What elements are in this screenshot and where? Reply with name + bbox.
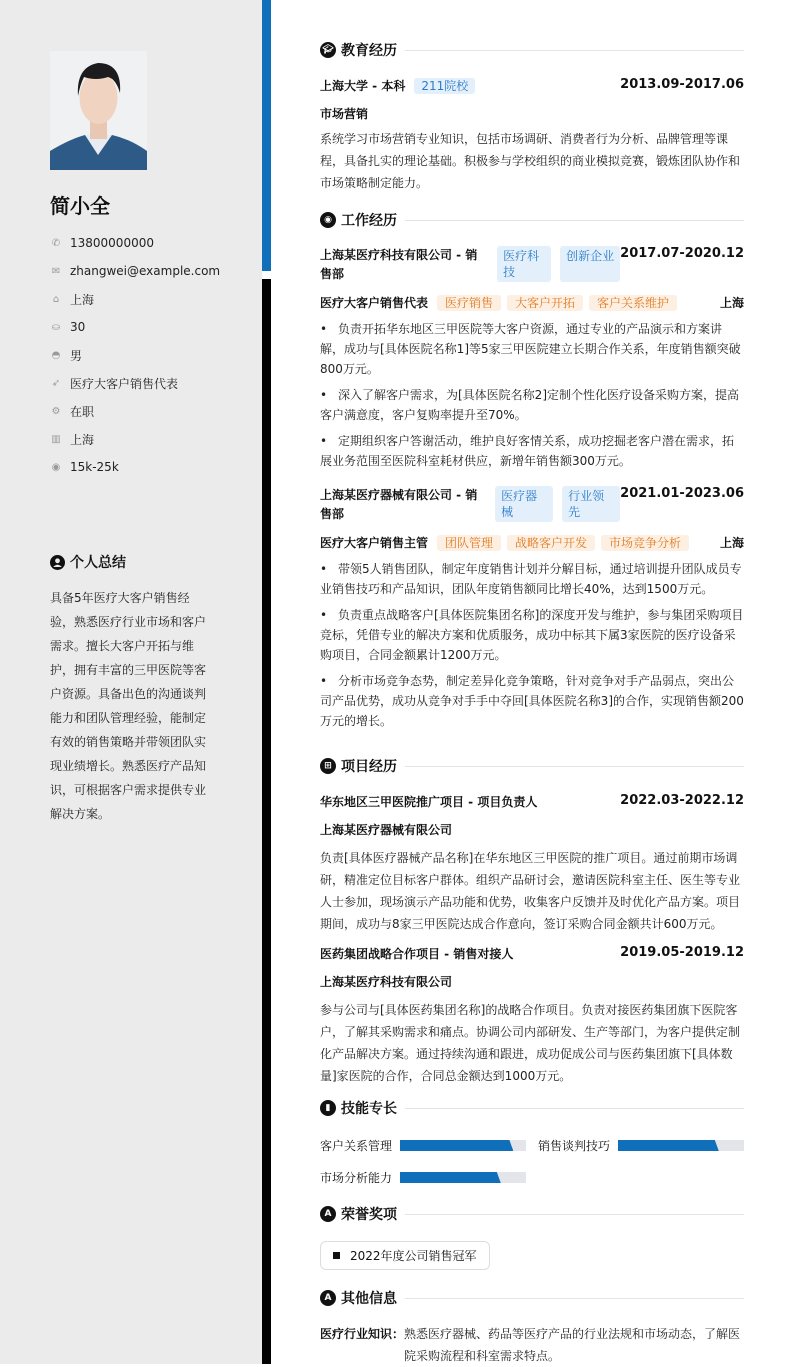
info-age: ⛀ 30 [51, 320, 86, 334]
company-tag: 行业领先 [562, 486, 620, 522]
section-other: A 其他信息 [320, 1288, 744, 1308]
company-tag: 医疗器械 [495, 486, 553, 522]
info-location: ⌂ 上海 [50, 285, 250, 313]
skill-fill [400, 1140, 513, 1151]
skill-tag: 市场竞争分析 [601, 535, 689, 551]
skill-item: 销售谈判技巧 [538, 1137, 744, 1154]
skill-bar [400, 1140, 526, 1151]
cake-icon: ⛀ [51, 321, 61, 333]
skill-tag: 医疗销售 [437, 295, 501, 311]
job-location: 上海 [719, 296, 744, 310]
school-name: 上海大学 - 本科 [320, 79, 406, 93]
salary-icon: ◉ [51, 461, 61, 473]
award-badge: 2022年度公司销售冠军 [320, 1241, 490, 1270]
list-item: • 定期组织客户答谢活动，维护良好客情关系，成功挖掘老客户潜在需求，拓展业务范围至医院科室耗材供应，新增年销售额300万元。 [320, 434, 735, 468]
mail-icon: ✉ [51, 265, 61, 277]
phone-icon: ✆ [51, 237, 61, 249]
skill-bar [618, 1140, 744, 1151]
education-major: 市场营销 [320, 107, 369, 121]
avatar [50, 51, 147, 170]
list-item: • 带领5人销售团队，制定年度销售计划并分解目标，通过培训提升团队成员专业销售技巧和产品知识，团队年度销售额同比增长40%，达到1500万元。 [320, 562, 742, 596]
list-item: • 深入了解客户需求，为[具体医院名称2]定制个性化医疗设备采购方案，提高客户满意度，客户复购率提升至70%。 [320, 388, 740, 422]
skill-tag: 团队管理 [437, 535, 501, 551]
section-work: ◉ 工作经历 [320, 210, 744, 230]
list-item: • 负责重点战略客户[具体医院集团名称]的深度开发与维护，参与集团采购项目竞标，凭借专业的解决方案和优质服务，成功中标其下属3家医院的医疗设备采购项目，合同金额累计1200万元。 [320, 608, 744, 662]
list-item: • 分析市场竞争态势，制定差异化竞争策略，针对竞争对手产品弱点，突出公司产品优势，成功从竞争对手手中夺回[具体医院名称3]的合作，实现销售额200万元的增长。 [320, 674, 744, 728]
job-location: 上海 [719, 536, 744, 550]
job-entry [320, 486, 744, 737]
education-desc: 系统学习市场营销专业知识，包括市场调研、消费者行为分析、品牌管理等课程，具备扎实的理论基础。积极参与学校组织的商业模拟竞赛，锻炼团队协作和市场策略制定能力。 [320, 132, 741, 190]
section-divider [405, 766, 744, 767]
job-entry [320, 246, 744, 477]
company-tag: 医疗科技 [497, 246, 551, 282]
summary-heading: 个人总结 [50, 552, 126, 572]
skill-tag: 客户关系维护 [589, 295, 677, 311]
divider-bar [262, 279, 271, 1364]
skill-tag: 大客户开拓 [507, 295, 583, 311]
status-gear-icon: ⚙ [51, 405, 61, 417]
project-desc: 参与公司与[具体医药集团名称]的战略合作项目。负责对接医药集团旗下医院客户，了解其采购需求和痛点。协调公司内部研发、生产等部门，为客户提供定制化产品解决方案。通过持续沟通和跟进，成功促成公司与医药集团旗下[具体数量]家医院的合作，合同总金额达到1000万元。 [320, 1003, 741, 1083]
home-icon: ⌂ [52, 293, 60, 305]
info-gender: ◓ 男 [51, 348, 83, 363]
skill-tag: 战略客户开发 [507, 535, 595, 551]
job-bullets [320, 319, 744, 471]
info-salary: ◉ 15k-25k [51, 460, 119, 474]
project-date: 2019.05-2019.12 [620, 945, 744, 960]
job-role: 医疗大客户销售主管 [320, 536, 429, 550]
bar-chart-icon: ▮ [320, 1100, 336, 1116]
info-status: ⚙ 在职 [51, 404, 95, 419]
grid-icon: ⊞ [320, 758, 336, 774]
job-date: 2017.07-2020.12 [620, 246, 744, 261]
gender-icon: ◓ [51, 349, 61, 361]
section-projects: ⊞ 项目经历 [320, 756, 744, 776]
project-desc: 负责[具体医疗器械产品名称]在华东地区三甲医院的推广项目。通过前期市场调研，精准定位目标客户群体。组织产品研讨会，邀请医院科室主任、医生等专业人士参加，现场演示产品功能和优势，收集客户反馈并及时优化产品方案。项目期间，成功与8家三甲医院达成合作意向，签订采购合同金额共计600万元。 [320, 851, 741, 931]
project-name: 医药集团战略合作项目 - 销售对接人 [320, 947, 514, 961]
accent-bar [262, 0, 271, 271]
briefcase-icon: ◉ [320, 212, 336, 228]
contact-info-list [50, 229, 250, 481]
project-company: 上海某医疗器械有限公司 [320, 823, 453, 837]
other-info-row [320, 1323, 744, 1367]
school-tag: 211院校 [414, 78, 475, 94]
square-bullet-icon [333, 1252, 340, 1259]
company-tag: 创新企业 [560, 246, 620, 282]
job-company: 上海某医疗科技有限公司 - 销售部 [320, 248, 478, 281]
education-date: 2013.09-2017.06 [620, 77, 744, 92]
other-label: 医疗行业知识： [320, 1327, 405, 1341]
job-bullets [320, 559, 744, 731]
section-education: 🎓︎ 教育经历 [320, 40, 744, 60]
education-header [320, 77, 744, 94]
project-header [320, 945, 744, 962]
project-name: 华东地区三甲医院推广项目 - 项目负责人 [320, 795, 538, 809]
project-header [320, 793, 744, 810]
section-divider [405, 220, 744, 221]
info-target-job: ➶ 医疗大客户销售代表 [51, 376, 179, 391]
info-target-city: ▥ 上海 [51, 432, 95, 447]
building-icon: ▥ [51, 433, 61, 445]
skill-bar [400, 1172, 526, 1183]
user-circle-icon [50, 555, 65, 570]
send-icon: ➶ [51, 377, 61, 389]
skill-fill [618, 1140, 719, 1151]
project-company: 上海某医疗科技有限公司 [320, 975, 453, 989]
info-phone: ✆ 13800000000 [51, 236, 154, 250]
award-icon: A [320, 1206, 336, 1222]
section-divider [405, 1214, 744, 1215]
job-date: 2021.01-2023.06 [620, 486, 744, 501]
job-company: 上海某医疗器械有限公司 - 销售部 [320, 488, 478, 521]
section-divider [405, 1108, 744, 1109]
section-divider [405, 50, 744, 51]
project-date: 2022.03-2022.12 [620, 793, 744, 808]
candidate-name: 简小全 [50, 194, 110, 218]
job-role: 医疗大客户销售代表 [320, 296, 429, 310]
skill-item: 客户关系管理 [320, 1137, 526, 1154]
list-item: • 负责开拓华东地区三甲医院等大客户资源，通过专业的产品演示和方案讲解，成功与[具体医院名称1]等5家三甲医院建立长期合作关系，年度销售额突破800万元。 [320, 322, 741, 376]
section-skills: ▮ 技能专长 [320, 1098, 744, 1118]
summary-text: 具备5年医疗大客户销售经验，熟悉医疗行业市场和客户需求。擅长大客户开拓与维护，拥有丰富的三甲医院等客户资源。具备出色的沟通谈判能力和团队管理经验，能制定有效的销售策略并带领团队实现业绩增长。熟悉医疗产品知识，可根据客户需求提供专业解决方案。 [50, 591, 207, 821]
info-icon: A [320, 1290, 336, 1306]
other-text: 熟悉医疗器械、药品等医疗产品的行业法规和市场动态，了解医院采购流程和科室需求特点。 [404, 1327, 741, 1363]
section-awards: A 荣誉奖项 [320, 1204, 744, 1224]
section-divider [405, 1298, 744, 1299]
skill-fill [400, 1172, 501, 1183]
info-email: ✉ zhangwei@example.com [51, 264, 221, 278]
graduation-cap-icon: 🎓︎ [320, 42, 336, 58]
skill-item: 市场分析能力 [320, 1169, 526, 1186]
